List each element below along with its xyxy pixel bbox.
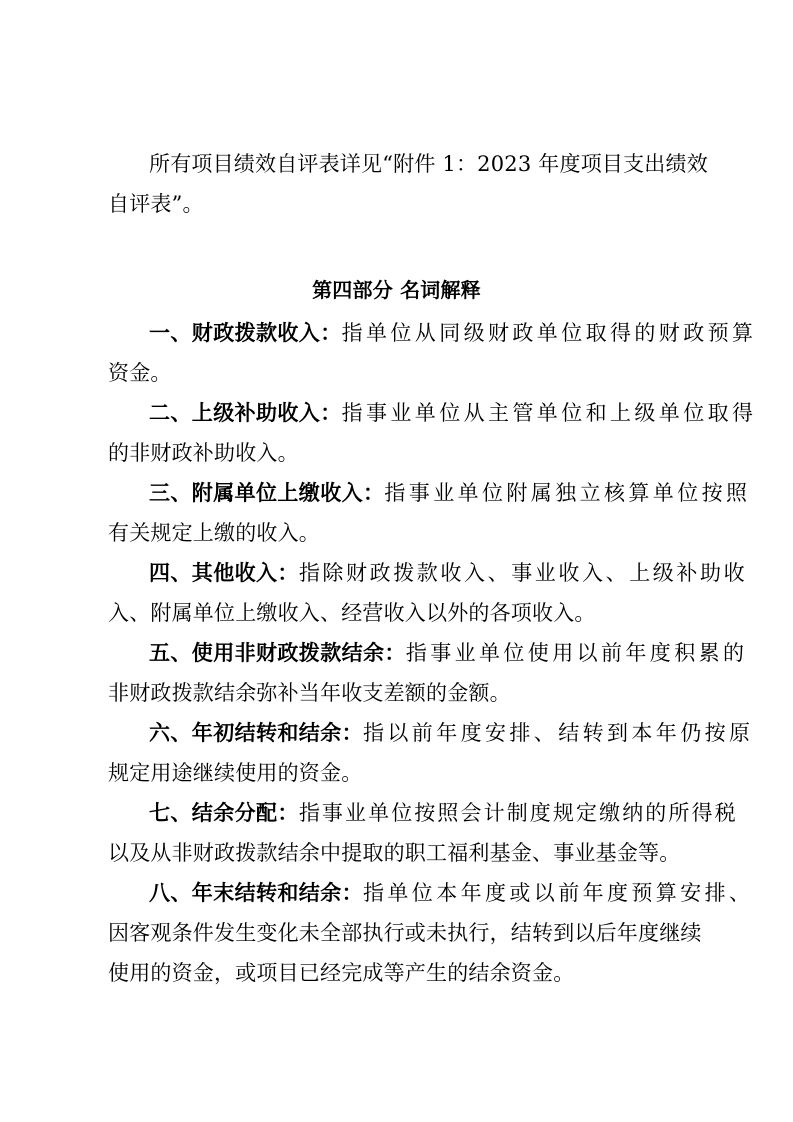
definition-4-line-1 bbox=[0, 553, 793, 593]
definition-2-continuation: 的非财政补助收入。 bbox=[108, 441, 299, 465]
definition-4-term: 四、其他收入： bbox=[149, 561, 299, 585]
definition-7-continuation: 以及从非财政拨款结余中提取的职工福利基金、事业基金等。 bbox=[108, 841, 681, 865]
definition-6-line-2 bbox=[0, 753, 793, 793]
definition-3-term: 三、附属单位上缴收入： bbox=[149, 481, 385, 505]
definition-3-line-1 bbox=[0, 473, 793, 513]
definition-8-term: 八、年末结转和结余： bbox=[149, 881, 363, 905]
definition-1-line-2 bbox=[0, 353, 793, 393]
definition-2-text: 指事业单位从主管单位和上级单位取得 bbox=[341, 401, 757, 425]
definition-3-continuation: 有关规定上缴的收入。 bbox=[108, 521, 320, 545]
definition-5-continuation: 非财政拨款结余弥补当年收支差额的金额。 bbox=[108, 681, 511, 705]
definition-6-continuation: 规定用途继续使用的资金。 bbox=[108, 761, 363, 785]
definition-1-text: 指单位从同级财政单位取得的财政预算 bbox=[341, 321, 757, 345]
section-heading: 第四部分 名词解释 bbox=[312, 278, 481, 302]
intro-paragraph-line-2 bbox=[0, 184, 793, 224]
definition-6-line-1 bbox=[0, 713, 793, 753]
definition-8-continuation-1: 因客观条件发生变化未全部执行或未执行，结转到以后年度继续 bbox=[108, 921, 702, 945]
definition-4-line-2 bbox=[0, 593, 793, 633]
definition-8-line-2 bbox=[0, 913, 793, 953]
definition-3-line-2 bbox=[0, 513, 793, 553]
definition-7-line-1 bbox=[0, 793, 793, 833]
definition-4-continuation: 入、附属单位上缴收入、经营收入以外的各项收入。 bbox=[108, 601, 596, 625]
definition-8-text: 指单位本年度或以前年度预算安排、 bbox=[363, 881, 754, 905]
intro-paragraph-line-1 bbox=[0, 144, 793, 184]
definition-7-line-2 bbox=[0, 833, 793, 873]
definition-8-line-1 bbox=[0, 873, 793, 913]
intro-text-1: 所有项目绩效自评表详见“附件 1：2023 年度项目支出绩效 bbox=[149, 152, 708, 176]
definition-2-line-2 bbox=[0, 433, 793, 473]
definition-6-term: 六、年初结转和结余： bbox=[149, 721, 363, 745]
definition-1-continuation: 资金。 bbox=[108, 361, 172, 385]
definition-8-line-3 bbox=[0, 953, 793, 993]
definition-2-term: 二、上级补助收入： bbox=[149, 401, 342, 425]
intro-text-2: 自评表”。 bbox=[108, 192, 204, 216]
definition-7-text: 指事业单位按照会计制度规定缴纳的所得税 bbox=[298, 801, 738, 825]
definition-2-line-1 bbox=[0, 393, 793, 433]
definition-3-text: 指事业单位附属独立核算单位按照 bbox=[384, 481, 751, 505]
definition-5-line-1 bbox=[0, 633, 793, 673]
definition-7-term: 七、结余分配： bbox=[149, 801, 299, 825]
definition-6-text: 指以前年度安排、结转到本年仍按原 bbox=[363, 721, 754, 745]
definition-4-text: 指除财政拨款收入、事业收入、上级补助收 bbox=[298, 561, 748, 585]
definition-1-line-1 bbox=[0, 313, 793, 353]
definition-8-continuation-2: 使用的资金，或项目已经完成等产生的结余资金。 bbox=[108, 961, 575, 985]
definition-5-text: 指事业单位使用以前年度积累的 bbox=[405, 641, 748, 665]
definition-5-term: 五、使用非财政拨款结余： bbox=[149, 641, 406, 665]
definition-1-term: 一、财政拨款收入： bbox=[149, 321, 342, 345]
definition-5-line-2 bbox=[0, 673, 793, 713]
